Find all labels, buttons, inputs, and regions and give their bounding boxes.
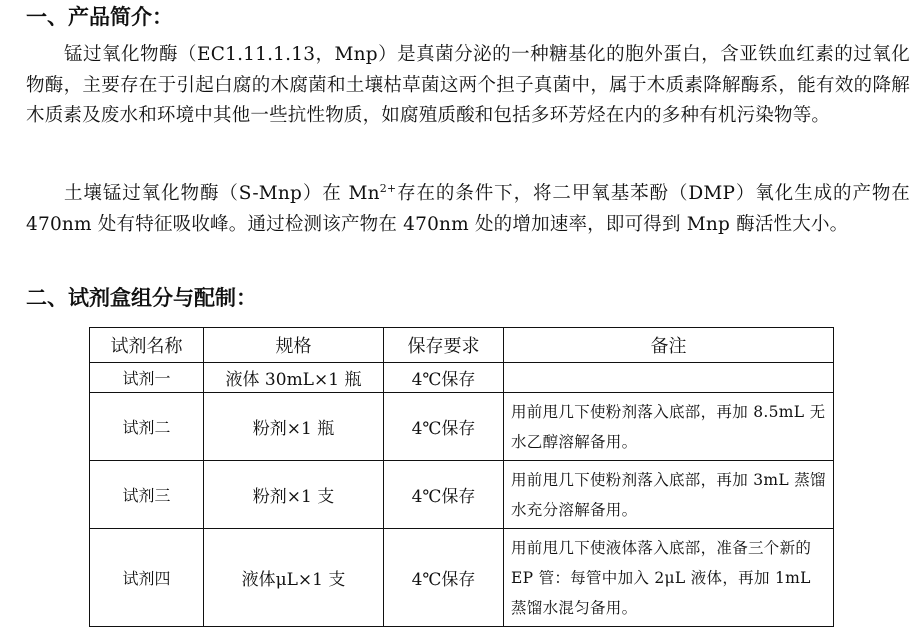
intro-paragraph-2 <box>26 179 910 240</box>
reagent-spec-cell: 液体 30mL×1 瓶 <box>204 363 384 393</box>
intro-paragraph-1-text: 锰过氧化物酶（EC1.11.1.13，Mnp）是真菌分泌的一种糖基化的胞外蛋白，含亚铁血红素的过氧化物酶，主要存在于引起白腐的木腐菌和土壤枯草菌这两个担子真菌中，属于木质素降解酶系，能有效的降解木质素及废水和环境中其他一些抗性物质，如腐殖质酸和包括多环芳烃在内的多种有机污染物等。 <box>26 44 910 126</box>
table-header-row <box>90 328 834 363</box>
reagent-storage-cell: 4℃保存 <box>384 461 504 529</box>
reagent-storage-cell: 4℃保存 <box>384 363 504 393</box>
reagent-kit-table <box>89 327 834 627</box>
reagent-name-cell: 试剂二 <box>90 393 204 461</box>
reagent-spec-cell: 粉剂×1 瓶 <box>204 393 384 461</box>
section-heading-product-intro: 一、产品简介： <box>26 5 173 29</box>
table-row <box>90 461 834 529</box>
reagent-name-cell: 试剂三 <box>90 461 204 529</box>
reagent-name-cell: 试剂四 <box>90 529 204 627</box>
section-heading-kit-components: 二、试剂盒组分与配制： <box>26 286 257 310</box>
header-notes: 备注 <box>504 328 834 363</box>
reagent-spec-cell: 粉剂×1 支 <box>204 461 384 529</box>
reagent-note-cell <box>504 363 834 393</box>
table-row <box>90 393 834 461</box>
reagent-name-cell: 试剂一 <box>90 363 204 393</box>
reagent-note-cell: 用前甩几下使液体落入底部，准备三个新的 EP 管：每管中加入 2μL 液体，再加 1mL 蒸馏水混匀备用。 <box>504 529 834 627</box>
manganese-charge-superscript: 2+ <box>379 182 397 195</box>
reagent-note-cell: 用前甩几下使粉剂落入底部，再加 8.5mL 无水乙醇溶解备用。 <box>504 393 834 461</box>
header-specification: 规格 <box>204 328 384 363</box>
table-row <box>90 363 834 393</box>
reagent-note-cell: 用前甩几下使粉剂落入底部，再加 3mL 蒸馏水充分溶解备用。 <box>504 461 834 529</box>
table-row <box>90 529 834 627</box>
header-storage: 保存要求 <box>384 328 504 363</box>
intro-paragraph-2-text-b: 存在的条件下，将二甲氧基苯酚（DMP）氧化生成的产物在 470nm 处有特征吸收峰。通过检测该产物在 470nm 处的增加速率，即可得到 Mnp 酶活性大小。 <box>26 183 910 235</box>
intro-paragraph-2-text-a: 土壤锰过氧化物酶（S-Mnp）在 Mn <box>64 183 380 204</box>
reagent-storage-cell: 4℃保存 <box>384 529 504 627</box>
reagent-spec-cell: 液体μL×1 支 <box>204 529 384 627</box>
intro-paragraph-1 <box>26 40 910 132</box>
reagent-storage-cell: 4℃保存 <box>384 393 504 461</box>
header-reagent-name: 试剂名称 <box>90 328 204 363</box>
